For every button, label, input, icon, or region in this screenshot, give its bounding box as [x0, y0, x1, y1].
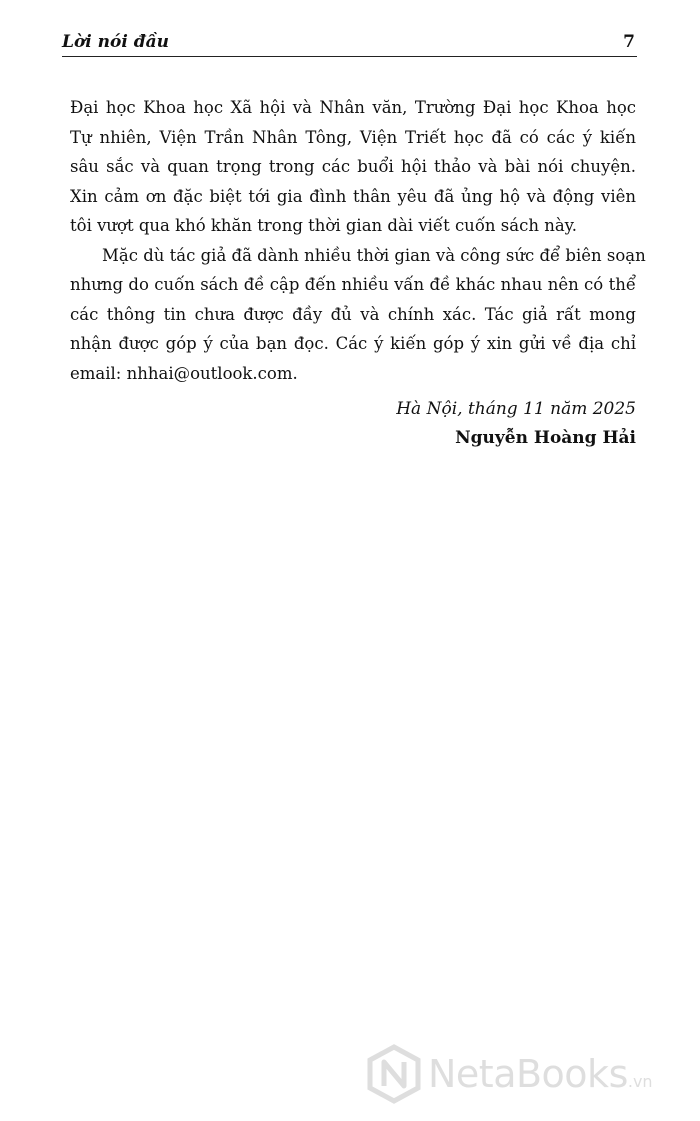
chapter-title: Lời nói đầu [62, 32, 170, 52]
page-number: 7 [623, 32, 635, 52]
text-line: email: nhhai@outlook.com. [70, 363, 298, 383]
body-text [70, 93, 646, 388]
text-line: Mặc dù tác giả đã dành nhiều thời gian và công sức để biên soạn [102, 245, 646, 265]
text-line: các thông tin chưa được đầy đủ và chính xác. Tác giả rất mong [70, 304, 636, 324]
author-name: Nguyễn Hoàng Hải [455, 428, 636, 448]
text-line: nhưng do cuốn sách đề cập đến nhiều vấn đề khác nhau nên có thể [70, 275, 636, 294]
place-date: Hà Nội, tháng 11 năm 2025 [396, 399, 636, 419]
paragraph-feedback [70, 241, 646, 389]
text-line: nhận được góp ý của bạn đọc. Các ý kiến góp ý xin gửi về địa chỉ [70, 334, 636, 353]
text-line: Tự nhiên, Viện Trần Nhân Tông, Viện Triết học đã có các ý kiến [70, 127, 636, 147]
netabooks-logo-icon [366, 1044, 422, 1104]
watermark [366, 1044, 686, 1104]
text-line: sâu sắc và quan trọng trong các buổi hội thảo và bài nói chuyện. [70, 157, 636, 176]
text-line: tôi vượt qua khó khăn trong thời gian dài viết cuốn sách này. [70, 216, 578, 235]
signature-block [396, 395, 636, 453]
text-line: Xin cảm ơn đặc biệt tới gia đình thân yêu đã ủng hộ và động viên [70, 186, 636, 206]
running-header [62, 30, 637, 57]
paragraph-acknowledgements [70, 93, 636, 241]
text-line: Đại học Khoa học Xã hội và Nhân văn, Trường Đại học Khoa học [70, 98, 636, 117]
watermark-text: NetaBooks.vn [428, 1052, 653, 1096]
